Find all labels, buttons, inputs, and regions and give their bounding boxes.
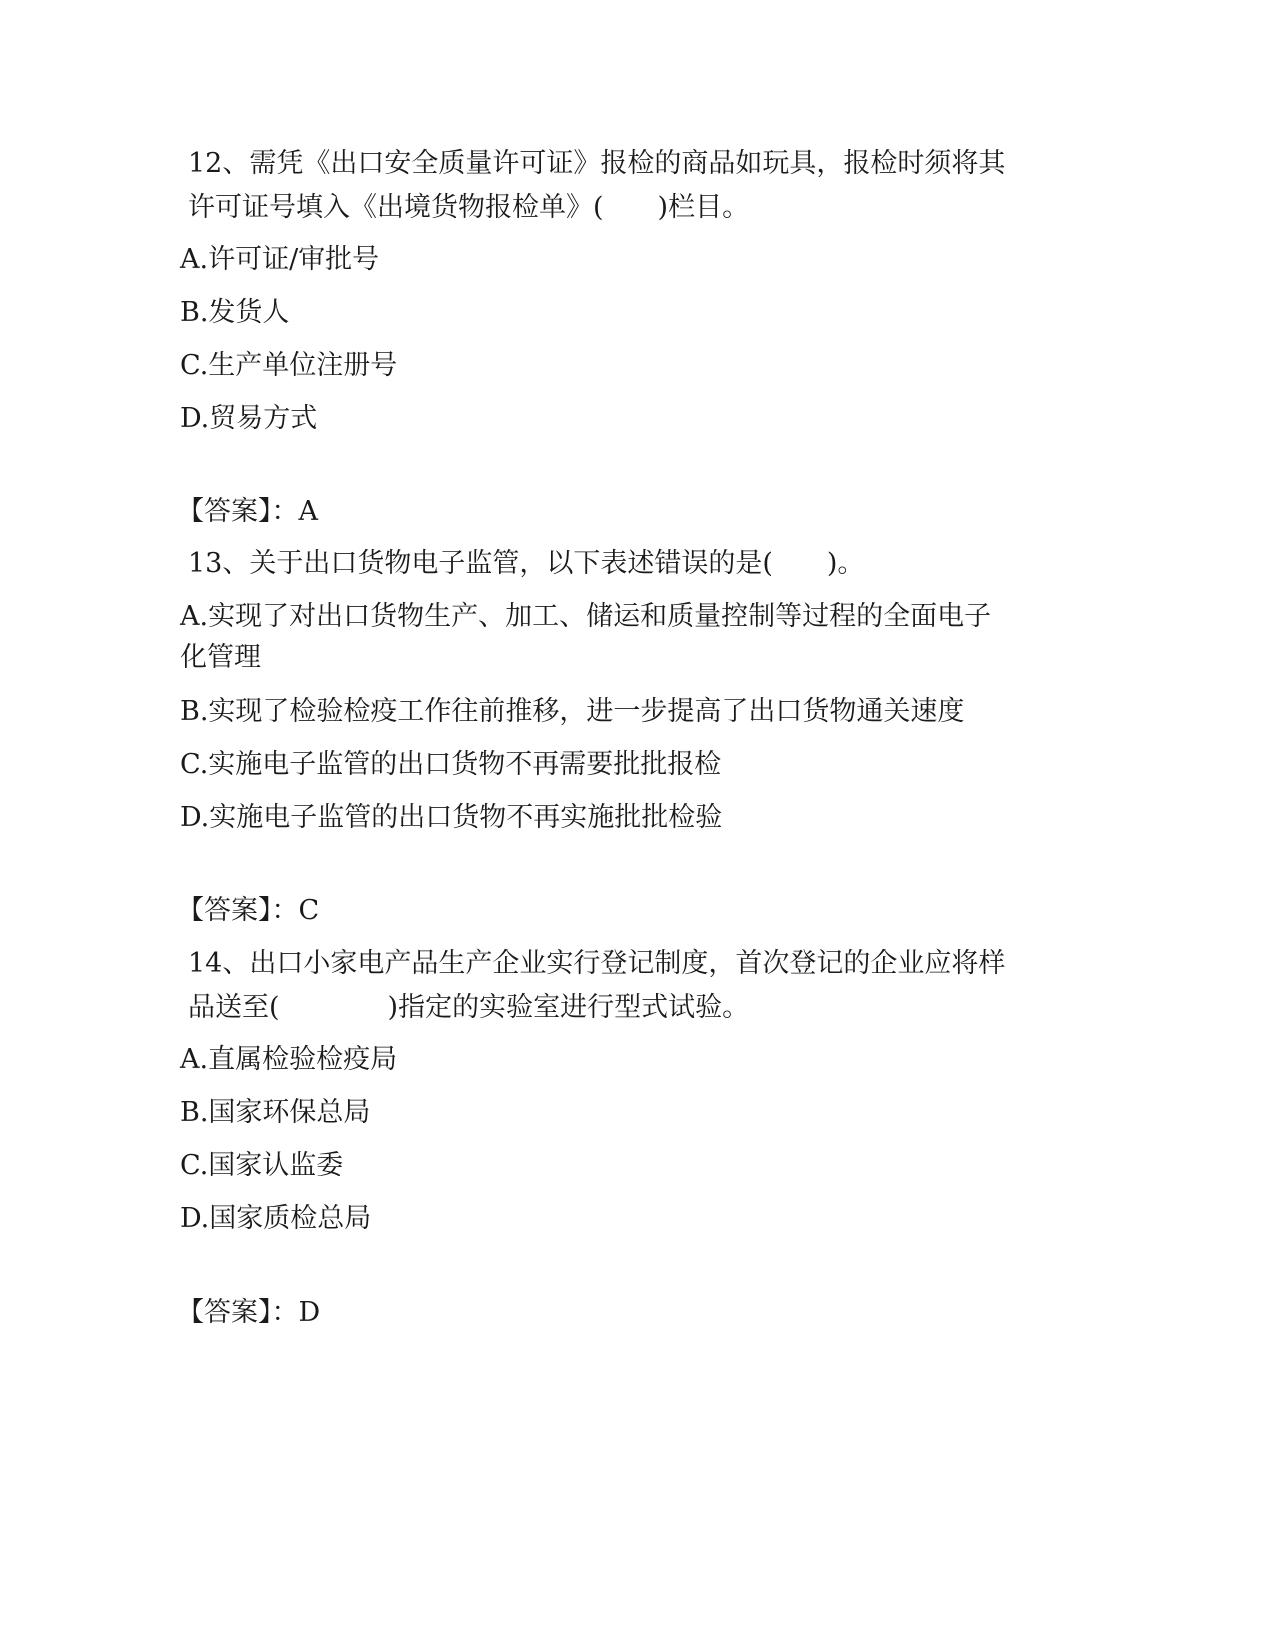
question-stem — [188, 542, 1068, 586]
question-13 — [177, 542, 1068, 926]
stem-line: 许可证号填入《出境货物报检单》( )栏目。 — [188, 192, 750, 223]
option-a: A.直属检验检疫局 — [180, 1044, 398, 1075]
answer-label: 【答案】：D — [177, 1297, 321, 1328]
question-stem — [188, 942, 1068, 1030]
option-d: D.国家质检总局 — [180, 1203, 372, 1234]
answer-label: 【答案】：A — [177, 496, 318, 527]
option-d: D.贸易方式 — [180, 403, 318, 434]
option-b: B.实现了检验检疫工作往前推移，进一步提高了出口货物通关速度 — [180, 696, 965, 727]
option-b: B.国家环保总局 — [180, 1097, 371, 1128]
answer-label: 【答案】：C — [177, 895, 320, 926]
stem-line: 14、出口小家电产品生产企业实行登记制度，首次登记的企业应将样 — [188, 948, 1006, 979]
option-a-continued: 化管理 — [180, 642, 261, 673]
option-c: C.实施电子监管的出口货物不再需要批批报检 — [180, 749, 722, 780]
option-a: A.实现了对出口货物生产、加工、储运和质量控制等过程的全面电子 — [180, 601, 992, 632]
option-a: A.许可证/审批号 — [180, 244, 380, 275]
question-14 — [177, 942, 1068, 1328]
question-stem — [188, 142, 1068, 230]
option-c: C.国家认监委 — [180, 1150, 344, 1181]
option-d: D.实施电子监管的出口货物不再实施批批检验 — [180, 802, 723, 833]
stem-line: 品送至( )指定的实验室进行型式试验。 — [188, 992, 750, 1023]
question-12 — [177, 142, 1068, 527]
stem-line: 12、需凭《出口安全质量许可证》报检的商品如玩具，报检时须将其 — [188, 148, 1006, 179]
stem-line: 13、关于出口货物电子监管，以下表述错误的是( )。 — [188, 548, 865, 579]
option-c: C.生产单位注册号 — [180, 350, 398, 381]
option-b: B.发货人 — [180, 297, 290, 328]
